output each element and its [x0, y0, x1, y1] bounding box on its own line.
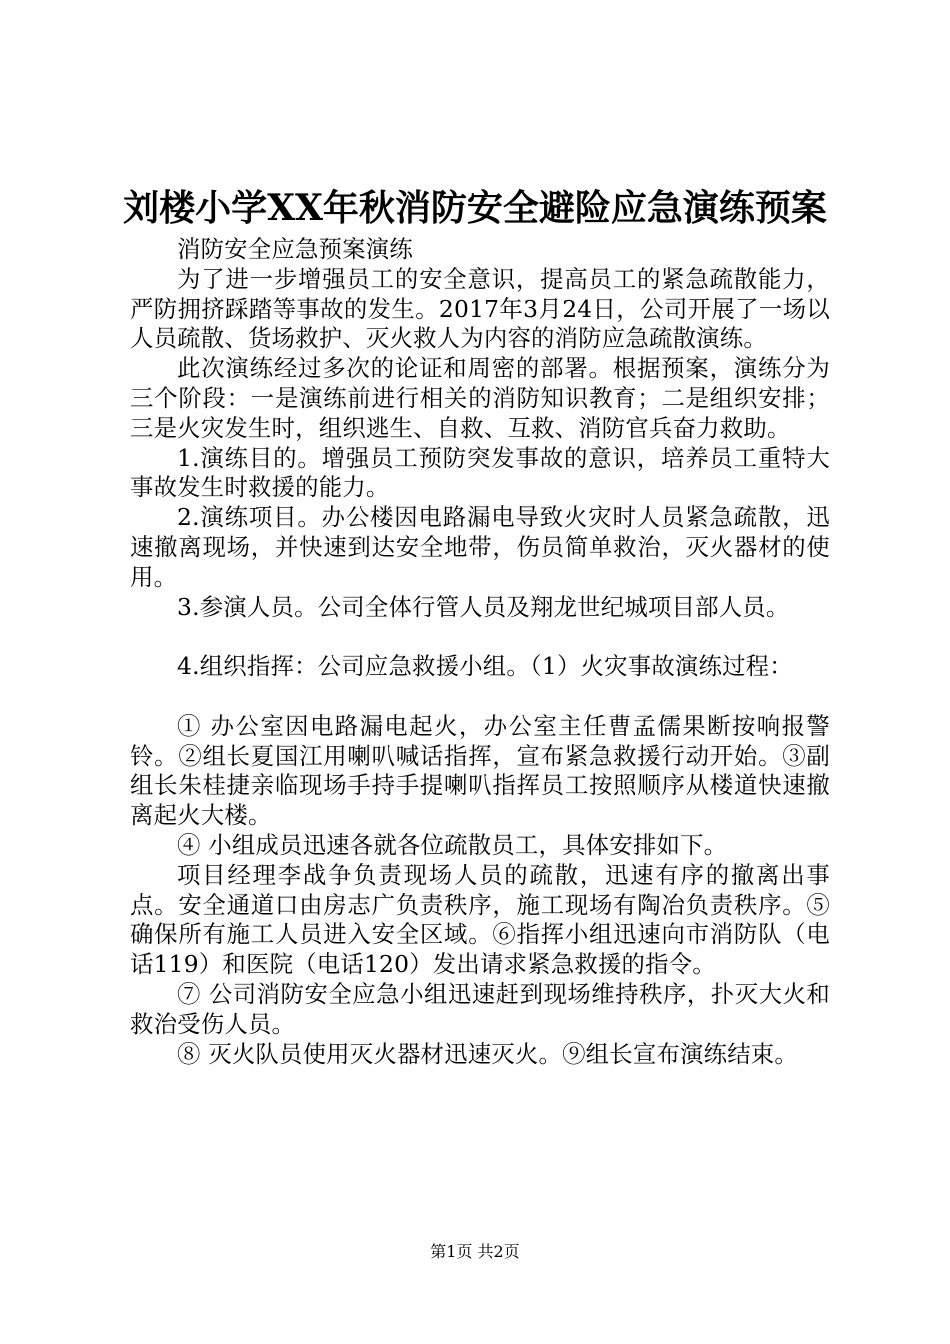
paragraph-phases: 此次演练经过多次的论证和周密的部署。根据预案，演练分为三个阶段：一是演练前进行相关的消防知识教育；二是组织安排；三是火灾发生时，组织逃生、自救、互救、消防官兵奋力救助。: [130, 354, 830, 442]
paragraph-subtitle: 消防安全应急预案演练: [177, 235, 413, 263]
paragraph-command: 4.组织指挥：公司应急救援小组。（1）火灾事故演练过程：: [177, 652, 793, 681]
paragraph-items: 2.演练项目。办公楼因电路漏电导致火灾时人员紧急疏散，迅速撤离现场，并快速到达安全地带，伤员简单救治，灭火器材的使用。: [130, 503, 830, 591]
paragraph-step-4: ④ 小组成员迅速各就各位疏散员工，具体安排如下。: [177, 830, 728, 859]
paragraph-intro: 为了进一步增强员工的安全意识，提高员工的紧急疏散能力，严防拥挤踩踏等事故的发生。2017年3月24日，公司开展了一场以人员疏散、货场救护、灭火救人为内容的消防应急疏散演练。: [130, 264, 830, 353]
paragraph-step-8-9: ⑧ 灭火队员使用灭火器材迅速灭火。⑨组长宣布演练结束。: [177, 1039, 798, 1068]
paragraph-arrangement: 项目经理李战争负责现场人员的疏散，迅速有序的撤离出事点。安全通道口由房志广负责秩序，施工现场有陶冶负责秩序。⑤确保所有施工人员进入安全区域。⑥指挥小组迅速向市消防队（电话119）和医院（电话120）发出请求紧急救援的指令。: [130, 860, 830, 979]
paragraph-step-7: ⑦ 公司消防安全应急小组迅速赶到现场维持秩序，扑灭大火和救治受伤人员。: [130, 979, 830, 1038]
paragraph-purpose: 1.演练目的。增强员工预防突发事故的意识，培养员工重特大事故发生时救援的能力。: [130, 443, 830, 502]
document-body: [130, 235, 830, 1069]
paragraph-step-1-3: ① 办公室因电路漏电起火，办公室主任曹孟儒果断按响报警铃。②组长夏国江用喇叭喊话指挥，宣布紧急救援行动开始。③副组长朱桂捷亲临现场手持手提喇叭指挥员工按照顺序从楼道快速撤离起火大楼。: [130, 711, 830, 830]
paragraph-participants: 3.参演人员。公司全体行管人员及翔龙世纪城项目部人员。: [177, 592, 790, 621]
paragraph-spacer: [130, 682, 830, 712]
paragraph-spacer: [130, 622, 830, 652]
page-number-footer: 第1页 共2页: [430, 1242, 520, 1261]
document-title: 刘楼小学XX年秋消防安全避险应急演练预案: [123, 187, 827, 229]
